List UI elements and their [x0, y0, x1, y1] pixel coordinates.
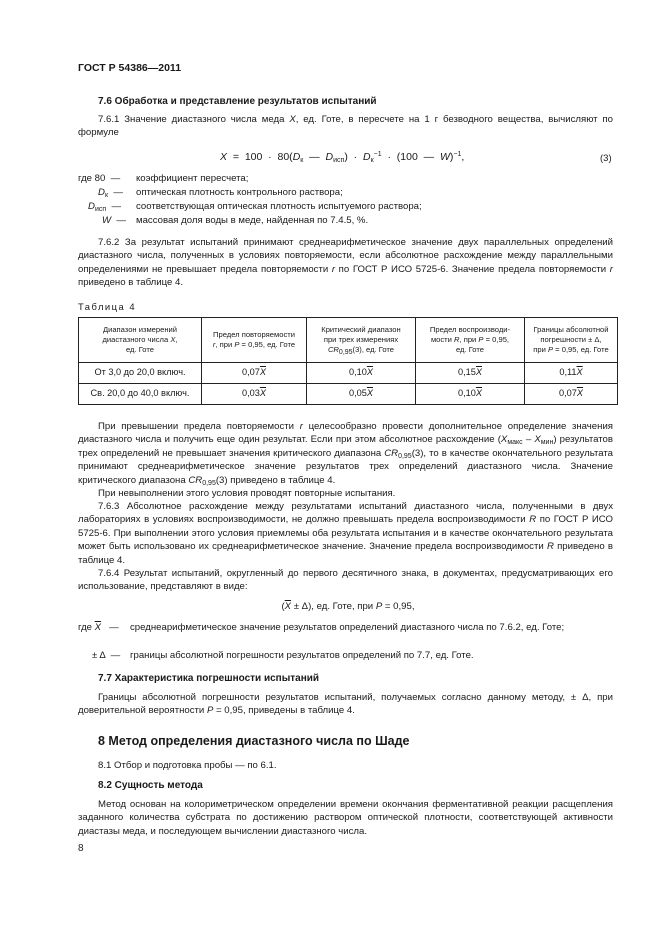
definition-w: W — массовая доля воды в меде, найденная по 7.4.5, %. [102, 215, 369, 226]
table-header-error-bounds: Границы абсолютной погрешности ± Δ, при P = 0,95, ед. Готе [525, 318, 618, 363]
table-cell: $0,11\overline{X}$ [525, 363, 618, 384]
paragraph-7-6-4: 7.6.4 Результат испытаний, округленный до первого десятичного знака, в документах, предусматривающих его использование, представляют в виде: [78, 568, 613, 593]
page-number: 8 [78, 843, 84, 854]
document-header: ГОСТ Р 54386—2011 [78, 62, 182, 74]
paragraph-after-table-2: При невыполнении этого условия проводят повторные испытания. [98, 488, 396, 499]
section-8-heading: 8 Метод определения диастазного числа по Шаде [98, 734, 410, 748]
table-header-row [79, 318, 618, 363]
paragraph-7-6-1: 7.6.1 Значение диастазного числа меда X, ед. Готе, в пересчете на 1 г безводного вещества, вычисляют по формуле [78, 114, 613, 139]
table-row [79, 363, 618, 384]
table-cell: $0,10\overline{X}$ [307, 363, 416, 384]
definition-dk: $D_к$ — оптическая плотность контрольного раствора; [98, 187, 343, 199]
definition-80: где 80 — коэффициент пересчета; [78, 173, 249, 184]
table-header-reproducibility: Предел воспроизводи- мости R, при P = 0,95, ед. Готе [416, 318, 525, 363]
document-page: ГОСТ Р 54386—2011 7.6 Обработка и представление результатов испытаний 7.6.1 Значение диастазного числа меда X, ед. Готе, в пересчете на 1 г безводного вещества, вычисляют по формуле $X = 100 \cdot 80(D_к$ — $D_{исп}) \cdot D_к^{-1} \cdot (100$ — W)$^{-1}$, (3) где 80 — коэффициент пересчета; $D_к$ — оптическая плотность контрольного раствора; $D_{исп}$ — соответствующая оптическая плотность испытуемого раствора; W — массовая доля воды в меде, найденная по 7.4.5, %. 7.6.2 За результат испытаний принимают среднеарифметическое значение двух параллельных определений диастазного числа, полученных в условиях повторяемости, если абсолютное расхождение между параллельными определениями не превышает предела повторяемости r по ГОСТ Р ИСО 5725-6. Значение предела повторяемости r приведено в таблице 4. Таблица 4 Диапазон измерений диастазного числа X, ед. Готе Предел повторяемости r, при P = 0,95, ед. Готе Критический диапазон при трех измерениях $CR_{0,95}(3)$, ед. Готе Предел воспроизводи- мости R, при P = 0,95, ед. Готе Границы абсолютной погрешности ± Δ, при P = 0,95, ед. Готе От 3,0 до 20,0 включ. $0,07\overline{X}$ $0,10\overline{X}$ $0,15\overline{X}$ $0,11\overline{X}$ Св. 20,0 до 40,0 включ. $0,03\overline{X}$ $0,05\overline{X}$ $0,10\overline{X}$ $0,07\overline{X}$ При превышении предела повторяемости r целесообразно провести дополнительное определение значения диастазного числа и получить еще один результат. Если при этом абсолютное расхождение $(X_{макс} - X_{мин})$ результатов трех определений не превышает значения критического диапазона $CR_{0,95}(3)$, то в качестве окончательного результата принимают среднеарифметическое значение результатов трех определений диастазного числа. Значение критического диапазона $CR_{0,95}(3)$ приведено в таблице 4. При невыполнении этого условия проводят повторные испытания. 7.6.3 Абсолютное расхождение между результатами испытаний диастазного числа, полученными в двух лабораториях в условиях воспроизводимости, не должно превышать предела воспроизводимости R по ГОСТ Р ИСО 5725-6. При выполнении этого условия приемлемы оба результата испытания и в качестве окончательного результата может быть использовано их среднеарифметическое значение. Значение предела воспроизводимости R приведено в таблице 4. 7.6.4 Результат испытаний, округленный до первого десятичного знака, в документах, предусматривающих его использование, представляют в виде: $(\overline{X} \pm \Delta)$, ед. Готе, при P = 0,95, где $\overline{X}$ — среднеарифметическое значение результатов определений диастазного числа по 7.6.2, ед. Готе; ± Δ — границы абсолютной погрешности результатов определений по 7.7, ед. Готе. 7.7 Характеристика погрешности испытаний Границы абсолютной погрешности результатов испытаний, получаемых согласно данному методу, ± Δ, при доверительной вероятности P = 0,95, приведены в таблице 4. 8 Метод определения диастазного числа по Шаде 8.1 Отбор и подготовка пробы — по 6.1. 8.2 Сущность метода Метод основан на колориметрическом определении времени окончания ферментативной реакции расщепления заданного количества субстрата по достижению раствором оптической плотности, соответствующей активности диастазы меда, и последующем вычислении диастазного числа. 8 [0, 0, 661, 936]
table-cell: $0,10\overline{X}$ [416, 384, 525, 405]
table-4-caption: Таблица 4 [78, 301, 137, 312]
table-cell: $0,07\overline{X}$ [525, 384, 618, 405]
section-8-2-heading: 8.2 Сущность метода [98, 780, 203, 791]
paragraph-8-1: 8.1 Отбор и подготовка пробы — по 6.1. [98, 760, 277, 771]
definition-disp: $D_{исп}$ — соответствующая оптическая плотность испытуемого раствора; [88, 201, 422, 213]
paragraph-7-6-3: 7.6.3 Абсолютное расхождение между результатами испытаний диастазного числа, полученными в двух лабораториях в условиях воспроизводимости, не должно превышать предела воспроизводимости R по ГОСТ Р ИСО 5725-6. При выполнении этого условия приемлемы оба результата испытания и в качестве окончательного результата может быть использовано их среднеарифметическое значение. Значение предела воспроизводимости R приведено в таблице 4. [78, 501, 613, 566]
result-form: $(\overline{X} \pm \Delta)$, ед. Готе, при P = 0,95, [281, 601, 415, 612]
table-header-range: Диапазон измерений диастазного числа X, ед. Готе [79, 318, 202, 363]
formula-3: $X = 100 \cdot 80(D_к$ — $D_{исп}) \cdot D_к^{-1} \cdot (100$ — W)$^{-1}$, [220, 151, 465, 164]
paragraph-after-table-1: При превышении предела повторяемости r целесообразно провести дополнительное определение значения диастазного числа и получить еще один результат. Если при этом абсолютное расхождение $(X_{макс} - X_{мин})$ результатов трех определений не превышает значения критического диапазона $CR_{0,95}(3)$, то в качестве окончательного результата принимают среднеарифметическое значение результатов трех определений диастазного числа. Значение критического диапазона $CR_{0,95}(3)$ приведено в таблице 4. [78, 421, 613, 487]
table-header-critical-range: Критический диапазон при трех измерениях $CR_{0,95}(3)$, ед. Готе [307, 318, 416, 363]
section-7-6-heading: 7.6 Обработка и представление результатов испытаний [98, 96, 377, 107]
table-cell: $0,15\overline{X}$ [416, 363, 525, 384]
paragraph-8-2: Метод основан на колориметрическом определении времени окончания ферментативной реакции расщепления заданного количества субстрата по достижению раствором оптической плотности, соответствующей активности диастазы меда, и последующем вычислении диастазного числа. [78, 799, 613, 837]
formula-number: (3) [600, 153, 612, 164]
table-cell: $0,07\overline{X}$ [202, 363, 307, 384]
table-row [79, 384, 618, 405]
table-cell: Св. 20,0 до 40,0 включ. [79, 384, 202, 405]
table-4 [78, 317, 618, 405]
paragraph-7-7: Границы абсолютной погрешности результатов испытаний, получаемых согласно данному методу, ± Δ, при доверительной вероятности P = 0,95, приведены в таблице 4. [78, 692, 613, 717]
formula-definitions [78, 172, 618, 228]
section-7-7-heading: 7.7 Характеристика погрешности испытаний [98, 673, 320, 684]
table-cell: $0,05\overline{X}$ [307, 384, 416, 405]
table-cell: От 3,0 до 20,0 включ. [79, 363, 202, 384]
table-header-repeatability: Предел повторяемости r, при P = 0,95, ед. Готе [202, 318, 307, 363]
paragraph-7-6-2: 7.6.2 За результат испытаний принимают среднеарифметическое значение двух параллельных определений диастазного числа, полученных в условиях повторяемости, если абсолютное расхождение между параллельными определениями не превышает предела повторяемости r по ГОСТ Р ИСО 5725-6. Значение предела повторяемости r приведено в таблице 4. [78, 237, 613, 289]
table-cell: $0,03\overline{X}$ [202, 384, 307, 405]
